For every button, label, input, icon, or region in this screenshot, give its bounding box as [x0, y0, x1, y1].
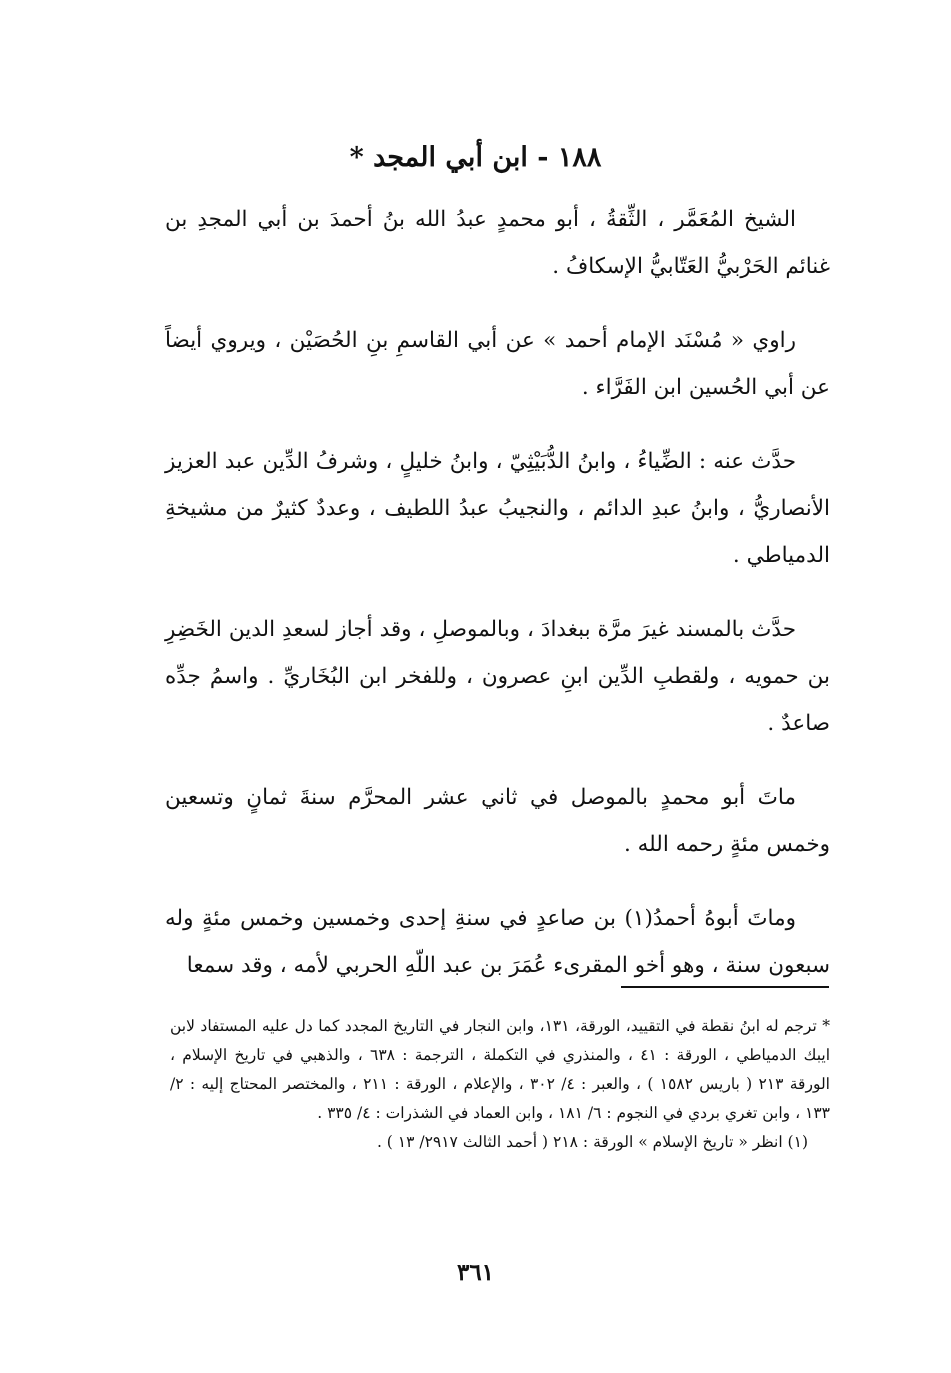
- entry-title: ١٨٨ - ابن أبي المجد *: [349, 142, 602, 173]
- paragraph-narration: راوي « مُسْنَد الإمام أحمد » عن أبي القاسمِ بنِ الحُصَيْن ، ويروي أيضاً عن أبي الحُسين ابن الفَرَّاء .: [165, 328, 830, 400]
- footnotes: [170, 1012, 830, 1157]
- paragraph-teaching: حدَّث بالمسند غيرَ مرَّة ببغدادَ ، وبالموصلِ ، وقد أجاز لسعدِ الدين الخَضِرِ بن حمويه ، ولقطبِ الدِّين ابنِ عصرون ، وللفخر ابن البُخَاريِّ . واسمُ جدِّه صاعدٌ .: [165, 617, 830, 736]
- footnote-1: (١) انظر « تاريخ الإسلام » الورقة : ٢١٨ ( أحمد الثالث ٢٩١٧/ ١٣ ) .: [376, 1133, 808, 1151]
- paragraph-name: الشيخ المُعَمَّر ، الثِّقةُ ، أبو محمدٍ عبدُ الله بنُ أحمدَ بن أبي المجدِ بن غنائم الحَرْبيُّ العَتّابيُّ الإسكافُ .: [165, 207, 830, 279]
- paragraph-father: وماتَ أبوهُ أحمدُ(١) بن صاعدٍ في سنةِ إحدى وخمسين وخمس مئةٍ وله سبعون سنة ، وهو أخو المقرىء عُمَرَ بن عبد اللّهِ الحربي لأمه ، وقد سمعا: [165, 906, 830, 978]
- footnote-main: * ترجم له ابنُ نقطة في التقييد، الورقة، ١٣١، وابن النجار في التاريخ المجدد كما دل عليه المستفاد لابن ايبك الدمياطي ، الورقة : ٤١ ، والمنذري في التكملة ، الترجمة : ٦٣٨ ، والذهبي في تاريخ الإسلام ، الورقة ٢١٣ ( باريس ١٥٨٢ ) ، والعبر : ٤/ ٣٠٢ ، والإعلام ، الورقة : ٢١١ ، والمختصر المحتاج إليه : ٢/ ١٣٣ ، وابن تغري بردي في النجوم : ٦/ ١٨١ ، وابن العماد في الشذرات : ٤/ ٣٣٥ .: [170, 1017, 830, 1122]
- footnote-divider: [621, 986, 829, 988]
- paragraph-death: ماتَ أبو محمدٍ بالموصل في ثاني عشر المحرَّم سنةَ ثمانٍ وتسعين وخمس مئةٍ رحمه الله .: [165, 785, 830, 857]
- paragraph-students: حدَّث عنه : الضِّياءُ ، وابنُ الدُّبَيْثِيّ ، وابنُ خليلٍ ، وشرفُ الدِّين عبد العزيز الأنصاريُّ ، وابنُ عبدِ الدائم ، والنجيبُ عبدُ اللطيف ، وعددٌ كثيرٌ من مشيخةِ الدمياطي .: [165, 449, 830, 568]
- entry-body: [165, 196, 830, 1016]
- page-number: ٣٦١: [456, 1259, 495, 1286]
